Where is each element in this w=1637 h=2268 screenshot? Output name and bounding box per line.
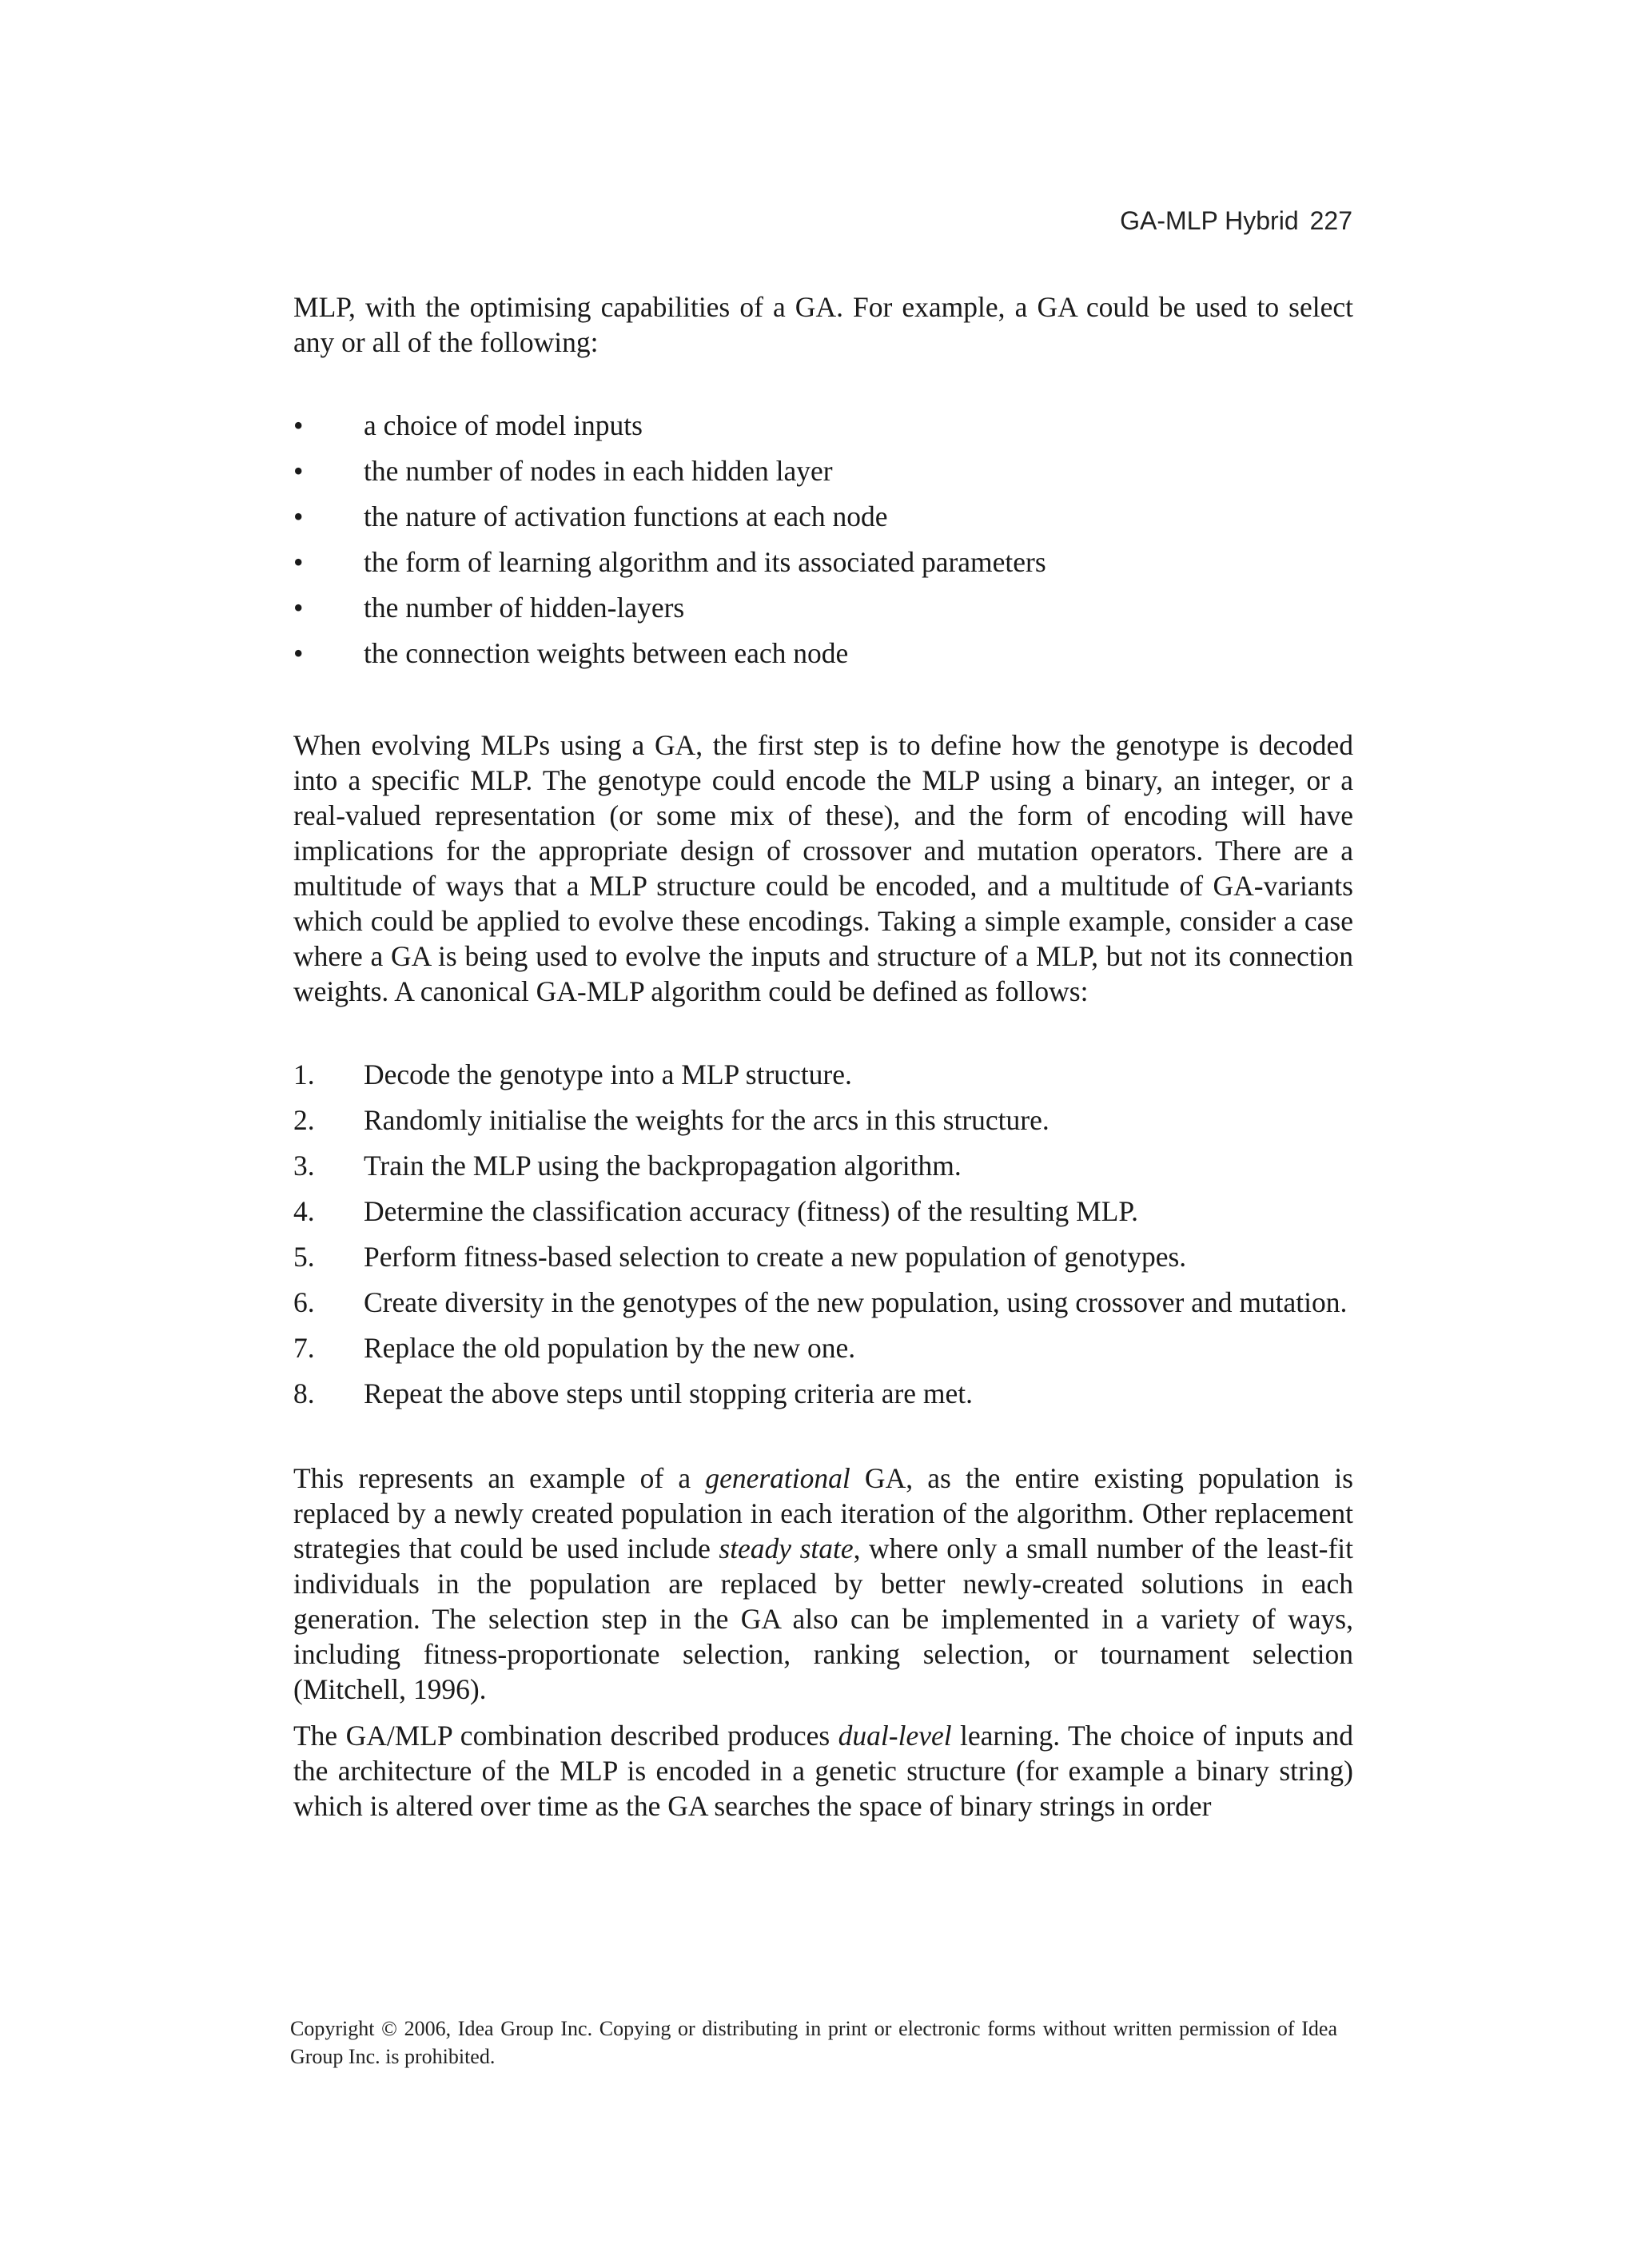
- list-item: [293, 636, 1353, 681]
- running-title: GA-MLP Hybrid: [1120, 206, 1299, 235]
- bullet-icon: •: [293, 592, 304, 624]
- emphasis-generational: generational: [705, 1462, 850, 1494]
- list-item-text: the nature of activation functions at each node: [364, 500, 888, 532]
- step-item: [293, 1330, 1353, 1365]
- list-item: [293, 499, 1353, 544]
- step-number: 1.: [293, 1058, 315, 1090]
- emphasis-dual-level: dual-level: [838, 1720, 952, 1752]
- text-run: GA, as the entire existing population is replaced by a newly created population in each iteration of the algorithm. Other replacement strategies that could be used include: [293, 1462, 1353, 1564]
- page-number: 227: [1309, 206, 1352, 235]
- text-run: This represents an example of a: [293, 1462, 706, 1494]
- paragraph-intro: MLP, with the optimising capabilities of a GA. For example, a GA could be used to select any or all of the following:: [293, 291, 1353, 358]
- paragraph-generational: [293, 1461, 1353, 1707]
- list-item: [293, 590, 1353, 636]
- step-item: [293, 1239, 1353, 1274]
- step-item: [293, 1102, 1353, 1138]
- algorithm-steps: [293, 1057, 1353, 1411]
- step-text: Train the MLP using the backpropagation algorithm.: [364, 1150, 962, 1182]
- text-run: learning. The choice of inputs and the architecture of the MLP is encoded in a genetic structure (for example a binary string) which is altered over time as the GA searches the space of binary strings in order: [293, 1720, 1353, 1822]
- paragraph-genotype: When evolving MLPs using a GA, the first step is to define how the genotype is decoded into a specific MLP. The genotype could encode the MLP using a binary, an integer, or a real-valued representation (or some mix of these), and the form of encoding will have implications for the appropriate design of crossover and mutation operators. There are a multitude of ways that a MLP structure could be encoded, and a multitude of GA-variants which could be applied to evolve these encodings. Taking a simple example, consider a case where a GA is being used to evolve the inputs and structure of a MLP, but not its connection weights. A canonical GA-MLP algorithm could be defined as follows:: [293, 729, 1353, 1007]
- page-body: [293, 289, 1353, 1824]
- list-item-text: the number of nodes in each hidden layer: [364, 455, 833, 487]
- step-text: Determine the classification accuracy (fitness) of the resulting MLP.: [364, 1195, 1139, 1227]
- step-item: [293, 1148, 1353, 1183]
- list-item-text: a choice of model inputs: [364, 409, 643, 441]
- bullet-icon: •: [293, 546, 304, 578]
- step-text: Repeat the above steps until stopping criteria are met.: [364, 1377, 974, 1409]
- bullet-icon: •: [293, 637, 304, 669]
- step-item: [293, 1285, 1353, 1320]
- list-item: [293, 544, 1353, 590]
- step-text: Perform fitness-based selection to create a new population of genotypes.: [364, 1241, 1187, 1273]
- step-number: 6.: [293, 1286, 315, 1318]
- step-item: [293, 1057, 1353, 1092]
- step-number: 7.: [293, 1332, 315, 1364]
- bullet-icon: •: [293, 455, 304, 487]
- paragraph-dual-level: [293, 1718, 1353, 1824]
- step-number: 2.: [293, 1104, 315, 1136]
- step-number: 3.: [293, 1150, 315, 1182]
- text-run: , where only a small number of the least-fit individuals in the population are replaced by better newly-created solutions in each generation. The selection step in the GA also can be implemented in a variety of ways, including fitness-proportionate selection, ranking selection, or tournament selection (Mitchell, 1996).: [293, 1533, 1353, 1705]
- step-number: 8.: [293, 1377, 315, 1409]
- step-text: Randomly initialise the weights for the arcs in this structure.: [364, 1104, 1050, 1136]
- step-text: Replace the old population by the new one.: [364, 1332, 856, 1364]
- list-item-text: the number of hidden-layers: [364, 592, 685, 624]
- text-run: The GA/MLP combination described produces: [293, 1720, 838, 1752]
- step-item: [293, 1376, 1353, 1411]
- running-header: [1120, 206, 1352, 236]
- list-item: [293, 453, 1353, 499]
- emphasis-steady-state: steady state: [719, 1533, 854, 1564]
- bullet-icon: •: [293, 409, 304, 441]
- list-item: [293, 408, 1353, 453]
- list-item-text: the connection weights between each node: [364, 637, 849, 669]
- bullet-icon: •: [293, 500, 304, 532]
- step-text: Decode the genotype into a MLP structure.: [364, 1058, 852, 1090]
- list-item-text: the form of learning algorithm and its associated parameters: [364, 546, 1046, 578]
- bullet-list: [293, 408, 1353, 681]
- step-number: 4.: [293, 1195, 315, 1227]
- step-text: Create diversity in the genotypes of the new population, using crossover and mutation.: [364, 1286, 1348, 1318]
- step-number: 5.: [293, 1241, 315, 1273]
- step-item: [293, 1194, 1353, 1229]
- copyright-footer: Copyright © 2006, Idea Group Inc. Copying or distributing in print or electronic forms without written permission of Idea Group Inc. is prohibited.: [290, 2017, 1337, 2068]
